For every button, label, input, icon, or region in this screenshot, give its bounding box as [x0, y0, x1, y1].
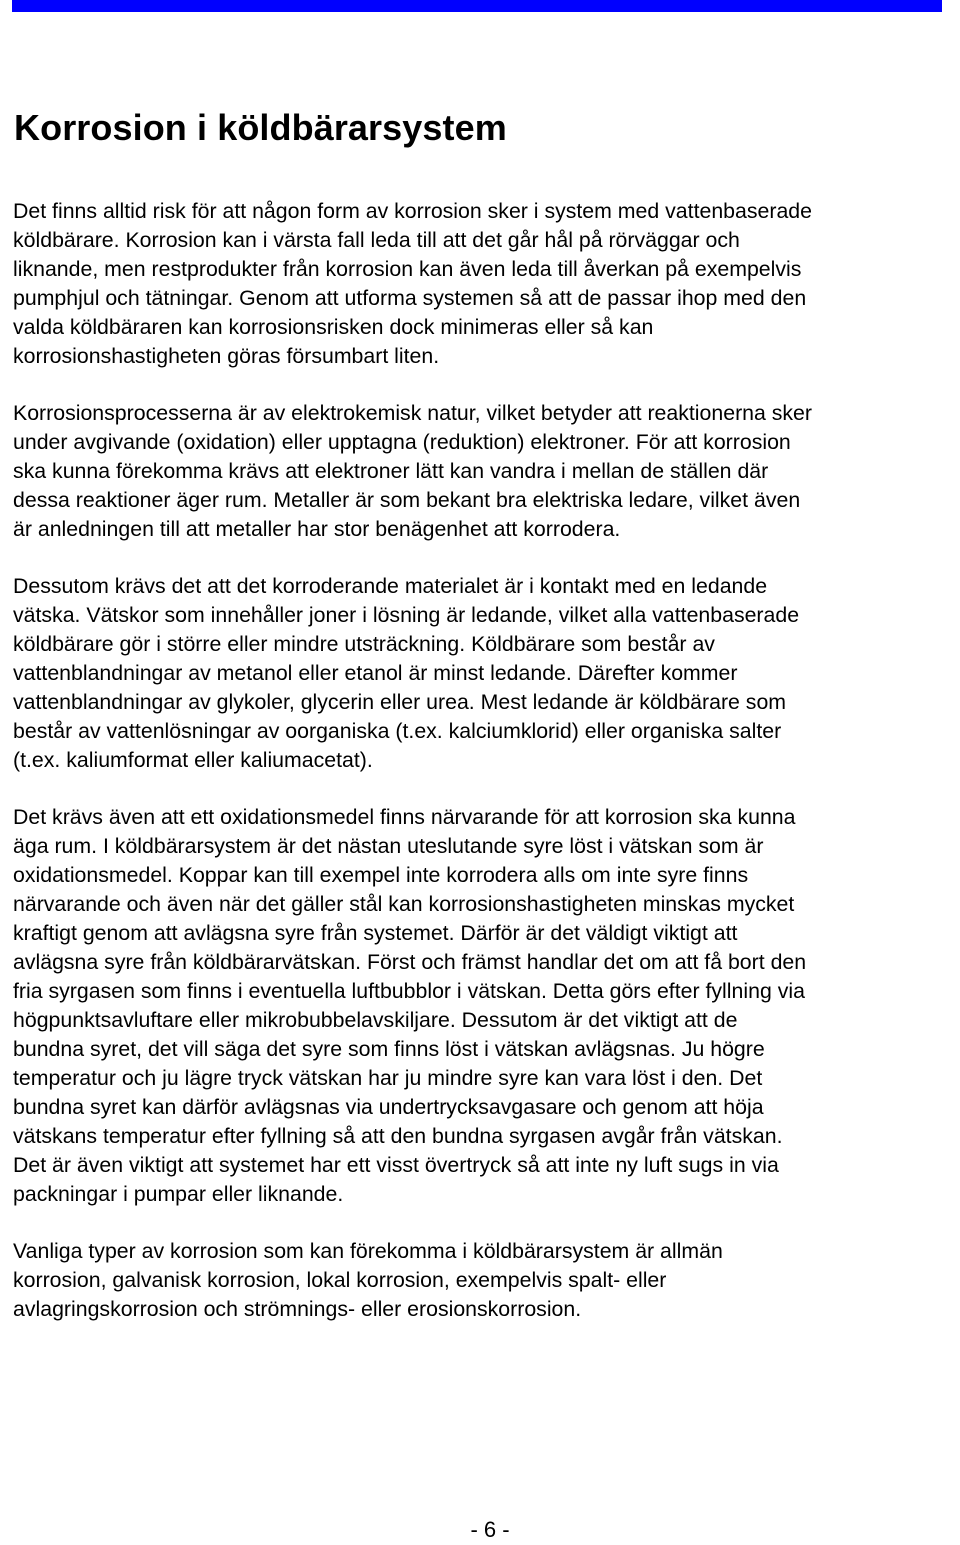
text-line: dessa reaktioner äger rum. Metaller är som bekant bra elektriska ledare, vilket även [13, 488, 801, 512]
text-line: oxidationsmedel. Koppar kan till exempel inte korrodera alls om inte syre finns [13, 863, 749, 887]
text-line: vätskans temperatur efter fyllning så att den bundna syrgasen avgår från vätskan. [13, 1124, 783, 1148]
text-line: vattenblandningar av metanol eller etanol är minst ledande. Därefter kommer [13, 661, 738, 685]
paragraph-1 [13, 197, 958, 371]
header-rule [12, 0, 942, 12]
text-line: packningar i pumpar eller liknande. [13, 1182, 344, 1206]
text-line: består av vattenlösningar av oorganiska (t.ex. kalciumklorid) eller organiska salter [13, 719, 782, 743]
text-line: bundna syret, det vill säga det syre som finns löst i vätskan avlägsnas. Ju högre [13, 1037, 765, 1061]
text-line: Det finns alltid risk för att någon form av korrosion sker i system med vattenbaserade [13, 199, 812, 223]
text-line: vattenblandningar av glykoler, glycerin eller urea. Mest ledande är köldbärare som [13, 690, 787, 714]
text-line: högpunktsavluftare eller mikrobubbelavskiljare. Dessutom är det viktigt att de [13, 1008, 738, 1032]
text-line: Dessutom krävs det att det korroderande materialet är i kontakt med en ledande [13, 574, 768, 598]
text-line: köldbärare. Korrosion kan i värsta fall leda till att det går hål på rörväggar och [13, 228, 740, 252]
text-line: korrosion, galvanisk korrosion, lokal korrosion, exempelvis spalt- eller [13, 1268, 667, 1292]
text-line: liknande, men restprodukter från korrosion kan även leda till åverkan på exempelvis [13, 257, 802, 281]
text-line: ska kunna förekomma krävs att elektroner lätt kan vandra i mellan de ställen där [13, 459, 769, 483]
text-line: kraftigt genom att avlägsna syre från systemet. Därför är det väldigt viktigt att [13, 921, 738, 945]
page-number: - 6 - [470, 1517, 510, 1542]
paragraph-2 [13, 399, 958, 544]
text-line: Vanliga typer av korrosion som kan förekomma i köldbärarsystem är allmän [13, 1239, 723, 1263]
text-line: fria syrgasen som finns i eventuella luftbubblor i vätskan. Detta görs efter fyllning via [13, 979, 805, 1003]
text-line: Det krävs även att ett oxidationsmedel finns närvarande för att korrosion ska kunna [13, 805, 796, 829]
paragraph-4 [13, 803, 958, 1209]
text-line: korrosionshastigheten göras försumbart liten. [13, 344, 440, 368]
text-line: pumphjul och tätningar. Genom att utforma systemen så att de passar ihop med den [13, 286, 807, 310]
text-line: under avgivande (oxidation) eller upptagna (reduktion) elektroner. För att korrosion [13, 430, 791, 454]
text-line: (t.ex. kaliumformat eller kaliumacetat). [13, 748, 373, 772]
text-line: valda köldbäraren kan korrosionsrisken dock minimeras eller så kan [13, 315, 654, 339]
text-line: närvarande och även när det gäller stål kan korrosionshastigheten minskas mycket [13, 892, 795, 916]
text-line: temperatur och ju lägre tryck vätskan har ju mindre syre kan vara löst i den. Det [13, 1066, 763, 1090]
text-line: Det är även viktigt att systemet har ett visst övertryck så att inte ny luft sugs in via [13, 1153, 779, 1177]
text-line: köldbärare gör i större eller mindre utsträckning. Köldbärare som består av [13, 632, 715, 656]
text-line: äga rum. I köldbärarsystem är det nästan uteslutande syre löst i vätskan som är [13, 834, 764, 858]
text-line: är anledningen till att metaller har stor benägenhet att korrodera. [13, 517, 621, 541]
body-text [13, 197, 958, 1352]
text-line: vätska. Vätskor som innehåller joner i lösning är ledande, vilket alla vattenbaserade [13, 603, 800, 627]
text-line: bundna syret kan därför avlägsnas via undertrycksavgasare och genom att höja [13, 1095, 764, 1119]
text-line: Korrosionsprocesserna är av elektrokemisk natur, vilket betyder att reaktionerna sker [13, 401, 812, 425]
text-line: avlagringskorrosion och strömnings- eller erosionskorrosion. [13, 1297, 582, 1321]
paragraph-5 [13, 1237, 958, 1324]
text-line: avlägsna syre från köldbärarvätskan. Först och främst handlar det om att få bort den [13, 950, 807, 974]
page-title: Korrosion i köldbärarsystem [14, 107, 507, 148]
paragraph-3 [13, 572, 958, 775]
